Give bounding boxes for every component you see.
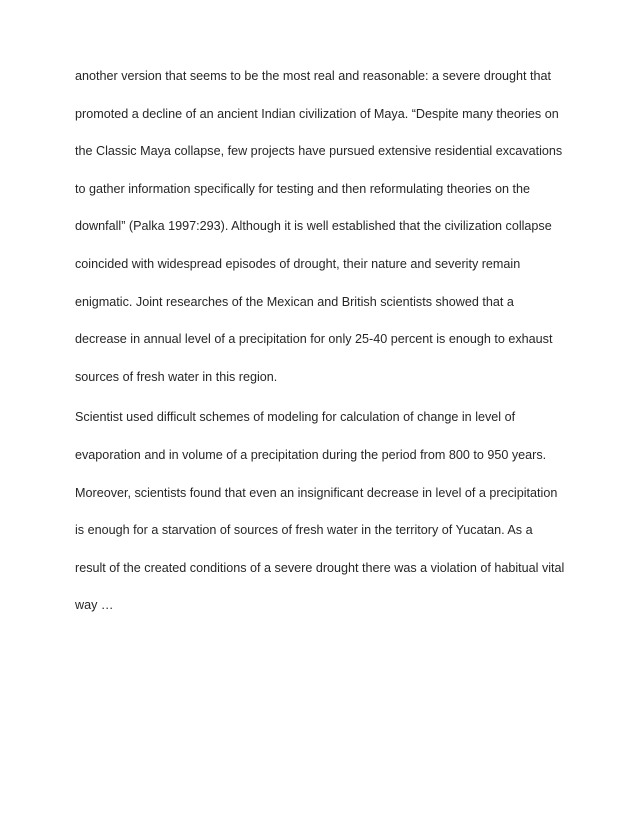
paragraph-1 bbox=[75, 68, 575, 385]
text-line: Scientist used difficult schemes of modeling for calculation of change in level of bbox=[75, 410, 516, 425]
paragraph-2 bbox=[75, 409, 575, 613]
text-line: evaporation and in volume of a precipitation during the period from 800 to 950 years. bbox=[75, 447, 547, 462]
text-line: decrease in annual level of a precipitation for only 25-40 percent is enough to exhaust bbox=[75, 332, 553, 347]
text-line: promoted a decline of an ancient Indian civilization of Maya. “Despite many theories on bbox=[75, 106, 559, 121]
document-body bbox=[75, 68, 575, 635]
text-line: way … bbox=[75, 598, 114, 613]
text-line: result of the created conditions of a severe drought there was a violation of habitual vital bbox=[75, 560, 565, 575]
text-line: is enough for a starvation of sources of fresh water in the territory of Yucatan. As a bbox=[75, 523, 533, 538]
text-line: sources of fresh water in this region. bbox=[75, 369, 278, 384]
text-line: the Classic Maya collapse, few projects have pursued extensive residential excavations bbox=[75, 144, 563, 159]
text-line: Moreover, scientists found that even an insignificant decrease in level of a precipitation bbox=[75, 485, 558, 500]
text-line: enigmatic. Joint researches of the Mexican and British scientists showed that a bbox=[75, 294, 514, 309]
text-line: another version that seems to be the most real and reasonable: a severe drought that bbox=[75, 69, 552, 83]
text-line: to gather information specifically for testing and then reformulating theories on the bbox=[75, 181, 531, 196]
text-line: coincided with widespread episodes of drought, their nature and severity remain bbox=[75, 256, 521, 271]
text-line: downfall” (Palka 1997:293). Although it is well established that the civilization collapse bbox=[75, 219, 552, 234]
